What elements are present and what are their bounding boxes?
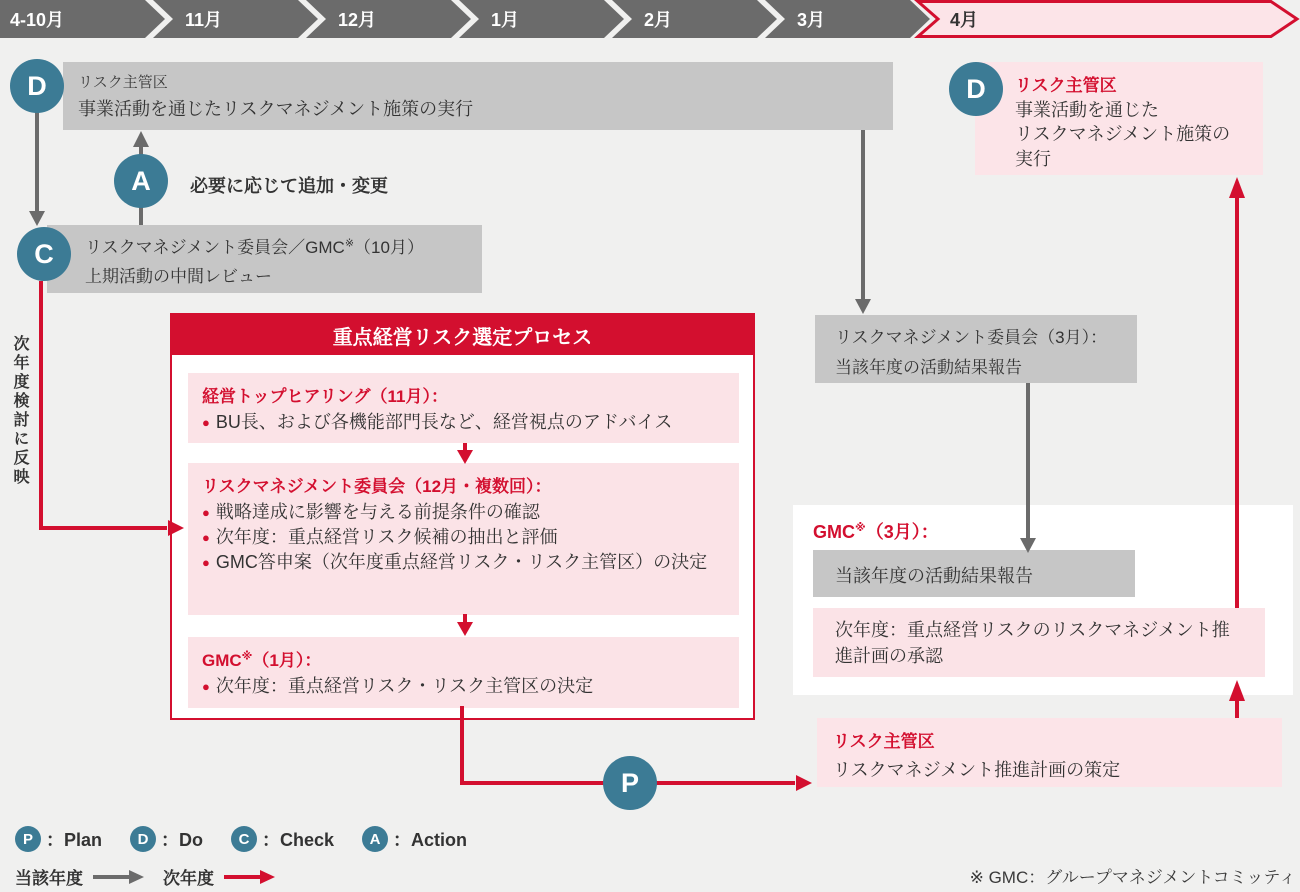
- action-note: 必要に応じて追加・変更: [190, 176, 388, 196]
- legend-flow: [15, 864, 276, 889]
- do-next-badge: D: [949, 62, 1003, 116]
- bullet-dot-icon: ●: [202, 679, 210, 694]
- action-badge: A: [114, 154, 168, 208]
- arrowhead: [29, 211, 45, 226]
- side-label-next-year: 次年度検討に反映: [11, 335, 28, 487]
- do-next-body: 事業活動を通じた リスクマネジメント施策の 実行: [1015, 100, 1231, 169]
- timeline-month-label: 1月: [491, 10, 520, 30]
- arrow-check-to-process: [41, 281, 167, 528]
- do-legend-badge: D: [130, 826, 156, 852]
- do-next-title: リスク主管区: [1015, 76, 1117, 95]
- check-badge: C: [17, 227, 71, 281]
- timeline-month-label: 3月: [797, 10, 826, 30]
- gmc-footnote-mark: ※: [344, 237, 355, 250]
- legend-plan: P ：Plan: [15, 826, 102, 852]
- step2-heading: リスクマネジメント委員会（12月・複数回）：: [202, 477, 552, 496]
- check-line2: 上期活動の中間レビュー: [85, 267, 272, 286]
- timeline-month-label: 4-10月: [10, 10, 65, 30]
- legend-current-year: 当該年度: [15, 869, 83, 888]
- process-title: 重点経営リスク選定プロセス: [172, 315, 753, 355]
- plan-legend-badge: P: [15, 826, 41, 852]
- legend-next-year: 次年度: [163, 869, 214, 888]
- gmc-footnote-mark: ※: [241, 650, 253, 663]
- plan-box: [817, 718, 1282, 787]
- timeline-chevron: [612, 0, 777, 38]
- gmc-march-box: [793, 505, 1293, 695]
- plan-body: リスクマネジメント推進計画の策定: [833, 760, 1121, 780]
- timeline: [0, 0, 1300, 40]
- arrowhead: [855, 299, 871, 314]
- step3-bullet: ● 次年度：重点経営リスク・リスク主管区の決定: [202, 676, 594, 696]
- timeline-chevron: [153, 0, 318, 38]
- step1-bullet: ● BU長、および各機能部門長など、経営視点のアドバイス: [202, 412, 673, 432]
- gmc-march-approval: 次年度：重点経営リスクのリスクマネジメント推進計画の承認: [813, 608, 1265, 677]
- check-legend-badge: C: [231, 826, 257, 852]
- do-badge: D: [10, 59, 64, 113]
- do-current-title: リスク主管区: [78, 74, 168, 91]
- do-current-box: [63, 62, 893, 130]
- do-current-body: 事業活動を通じたリスクマネジメント施策の実行: [78, 99, 474, 119]
- gmc-footnote-mark: ※: [855, 522, 866, 534]
- step2-bullet: ● 戦略達成に影響を与える前提条件の確認: [202, 502, 540, 522]
- legend-check: C ：Check: [231, 826, 334, 852]
- timeline-month-label: 12月: [338, 10, 377, 30]
- process-step-committee: [188, 463, 739, 615]
- gmc-footnote: ※ GMC：グループマネジメントコミッティ: [969, 868, 1296, 887]
- step2-bullet: ● GMC答申案（次年度重点経営リスク・リスク主管区）の決定: [202, 552, 708, 573]
- timeline-chevron: [459, 0, 624, 38]
- legend-action: A ：Action: [362, 826, 467, 852]
- check-line1: リスクマネジメント委員会／GMC※（10月）: [85, 237, 424, 257]
- timeline-month-label: 11月: [185, 10, 223, 30]
- bullet-dot-icon: ●: [202, 530, 210, 546]
- gmc-march-heading: GMC※（3月）：: [813, 522, 939, 542]
- step2-bullet: ● 次年度：重点経営リスク候補の抽出と評価: [202, 527, 558, 548]
- plan-title: リスク主管区: [833, 732, 935, 751]
- committee-march-line1: リスクマネジメント委員会（3月）：: [835, 328, 1108, 347]
- gmc-march-report: 当該年度の活動結果報告: [813, 550, 1135, 597]
- arrowhead: [796, 775, 812, 791]
- action-legend-badge: A: [362, 826, 388, 852]
- arrowhead: [1229, 177, 1245, 198]
- plan-badge: P: [603, 756, 657, 810]
- bullet-dot-icon: ●: [202, 415, 210, 430]
- do-next-box: [975, 62, 1263, 175]
- check-box: [47, 225, 482, 293]
- step3-heading: GMC※（1月）：: [202, 650, 322, 670]
- step1-heading: 経営トップヒアリング（11月）：: [202, 387, 448, 406]
- timeline-month-label-highlighted: 4月: [950, 10, 979, 30]
- gray-arrow-icon: [93, 869, 145, 885]
- bullet-dot-icon: ●: [202, 555, 210, 571]
- timeline-month-label: 2月: [644, 10, 673, 30]
- process-step-gmc: [188, 637, 739, 708]
- red-arrow-icon: [224, 869, 276, 885]
- timeline-chevron: [306, 0, 471, 38]
- committee-march-line2: 当該年度の活動結果報告: [835, 358, 1022, 377]
- process-step-hearing: [188, 373, 739, 443]
- process-box: [170, 313, 755, 720]
- timeline-chevron: [765, 0, 930, 38]
- arrowhead: [133, 131, 149, 147]
- committee-march-box: [815, 315, 1137, 383]
- legend-do: D ：Do: [130, 826, 203, 852]
- legend-pdca: [15, 826, 467, 852]
- bullet-dot-icon: ●: [202, 505, 210, 520]
